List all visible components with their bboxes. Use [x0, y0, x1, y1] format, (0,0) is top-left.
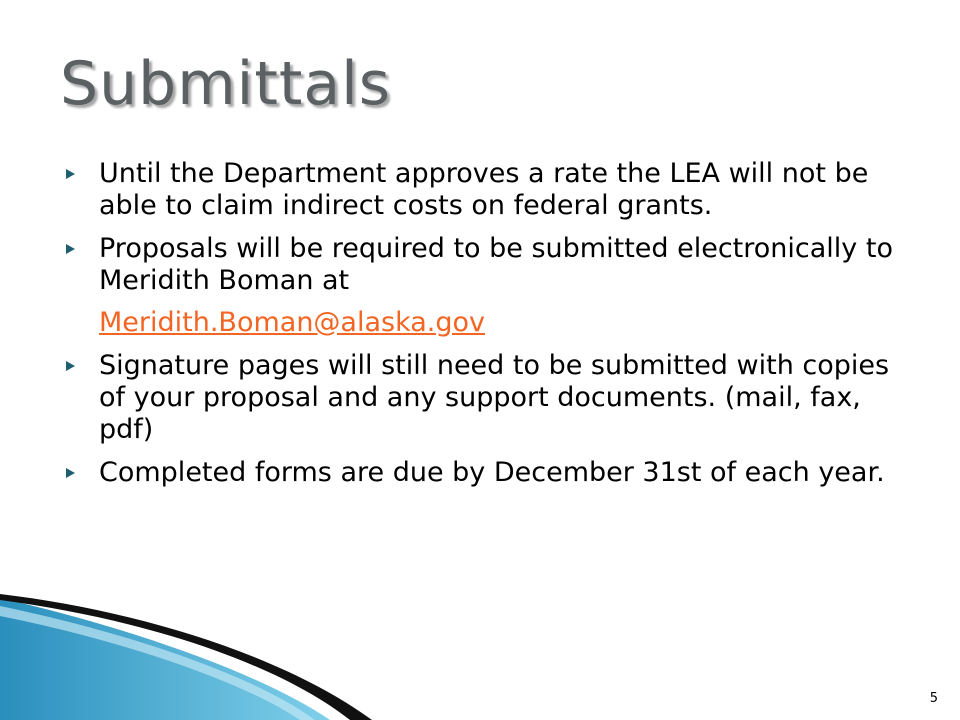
- bullet-text: Completed forms are due by December 31st of each year.: [99, 457, 885, 488]
- dark-swoosh: [0, 594, 372, 720]
- bullet-text: Signature pages will still need to be submitted with copies of your proposal and any support documents. (mail, fax, pdf): [99, 350, 890, 445]
- bullet-text: Until the Department approves a rate the LEA will not be able to claim indirect costs on federal grants.: [99, 158, 869, 221]
- bullet-item: [66, 457, 906, 489]
- bullet-list: [66, 158, 906, 500]
- bullet-text: Proposals will be required to be submitted electronically to Meridith Boman at: [99, 233, 893, 296]
- arrow-bullet-icon: [66, 244, 75, 254]
- bullet-item: [66, 233, 906, 339]
- light-stripe: [0, 606, 315, 720]
- arrow-bullet-icon: [66, 169, 75, 179]
- slide-title: Submittals: [60, 49, 392, 119]
- email-link[interactable]: Meridith.Boman@alaska.gov: [99, 307, 486, 338]
- bullet-item: [66, 158, 906, 222]
- bullet-item: [66, 350, 906, 446]
- arrow-bullet-icon: [66, 468, 75, 478]
- page-number: 5: [929, 691, 938, 706]
- arrow-bullet-icon: [66, 361, 75, 371]
- teal-band: [0, 598, 330, 720]
